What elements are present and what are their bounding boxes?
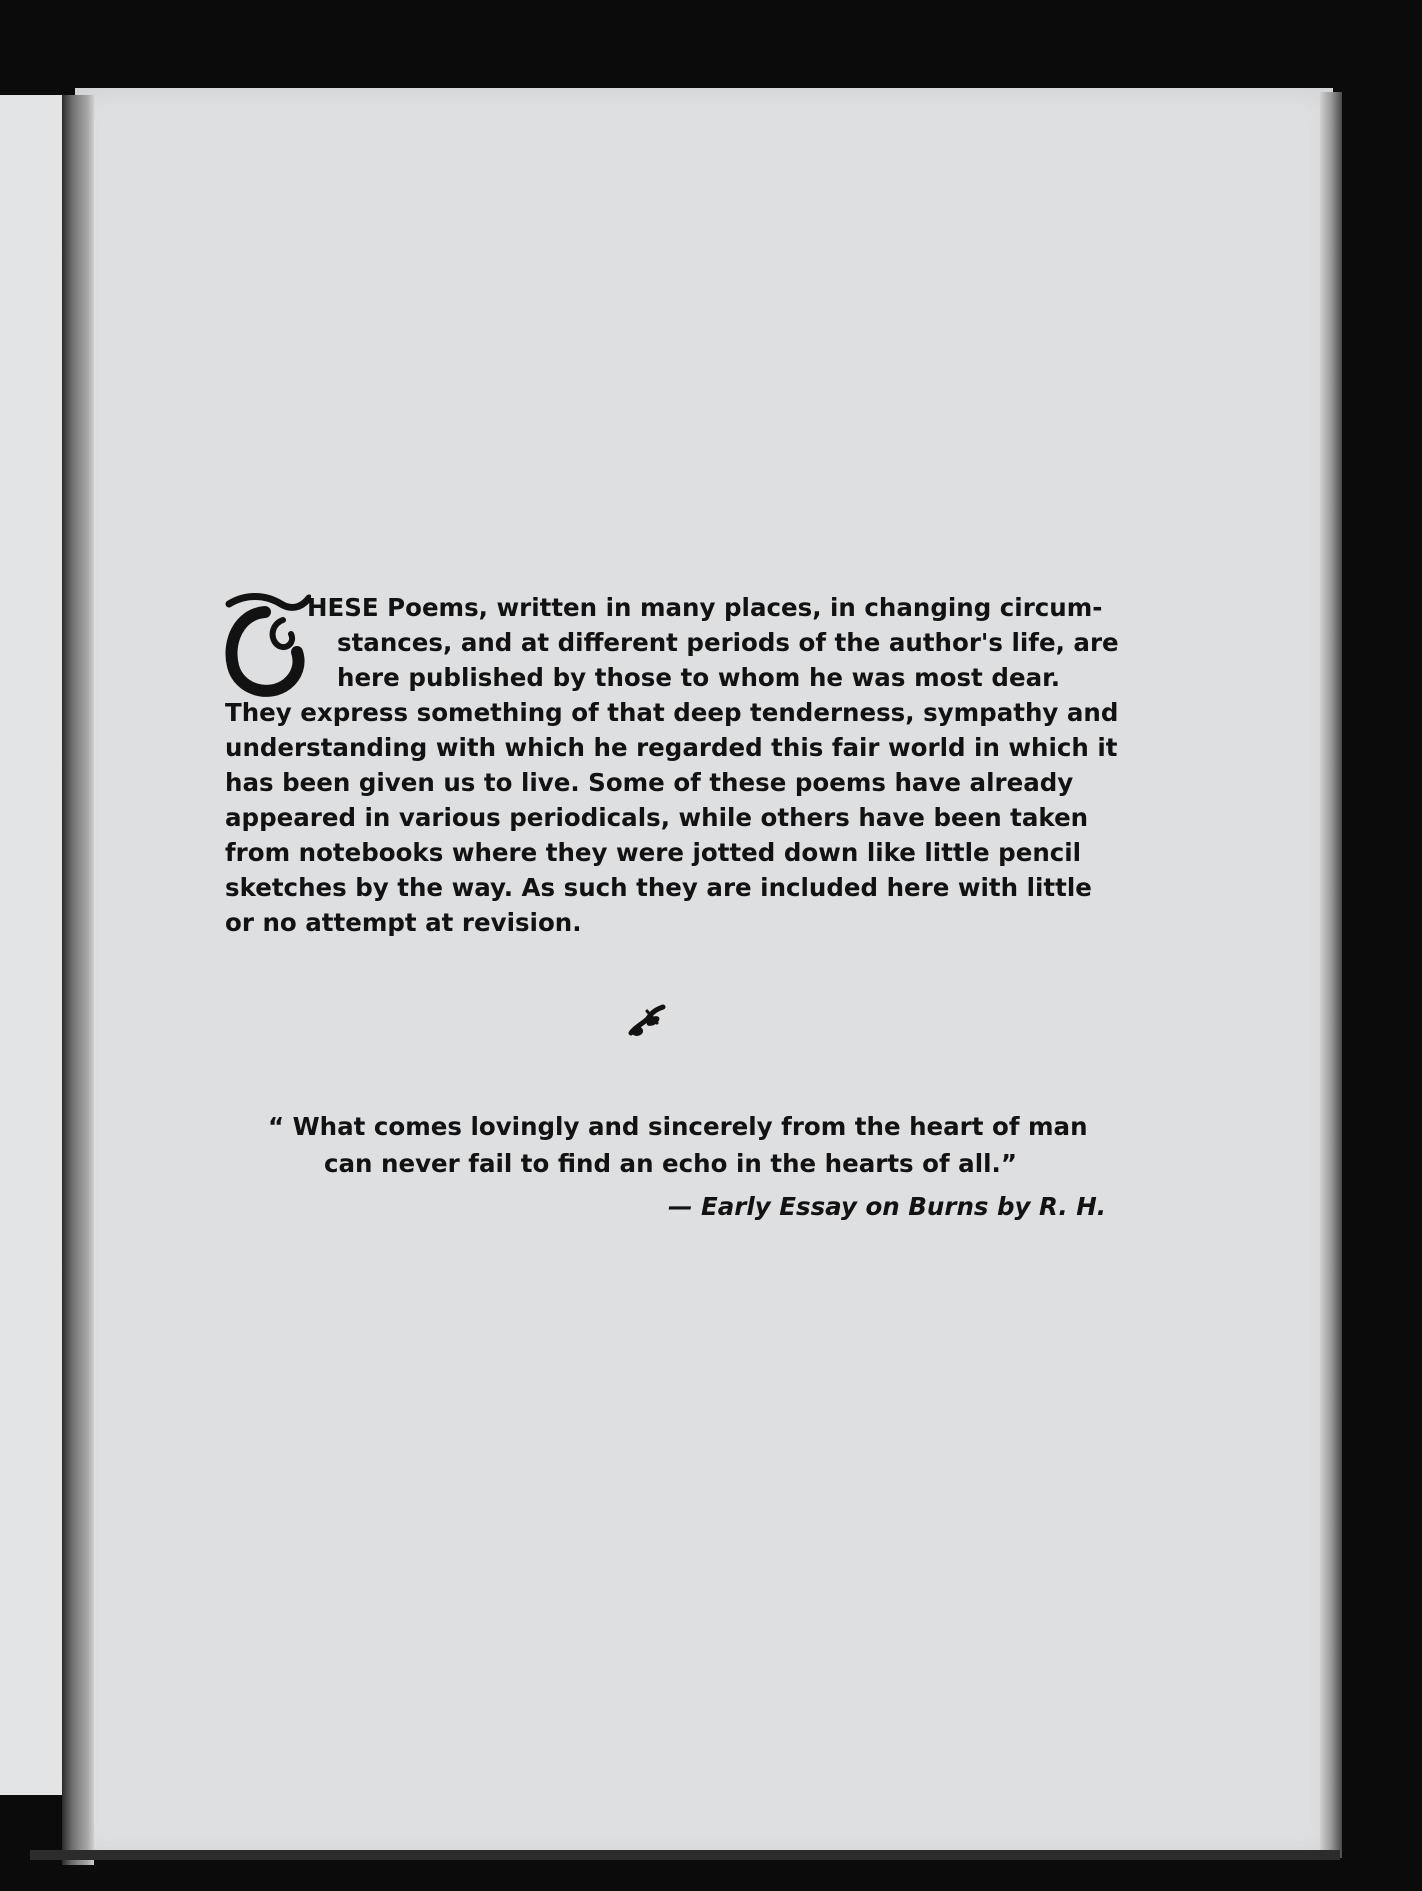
intro-line: understanding with which he regarded this fair world in which it [225, 733, 1118, 762]
quote-line: “ What comes lovingly and sincerely from the heart of man [268, 1112, 1088, 1141]
intro-line: appeared in various periodicals, while others have been taken [225, 803, 1089, 832]
quote-attribution: — Early Essay on Burns by R. H. [668, 1192, 1107, 1221]
intro-line: or no attempt at revision. [225, 908, 582, 937]
intro-line: has been given us to live. Some of these poems have already [225, 768, 1074, 797]
intro-paragraph [225, 590, 1119, 940]
book-gutter [62, 95, 94, 1865]
drop-cap-t-icon [225, 590, 311, 698]
intro-line: from notebooks where they were jotted down like little pencil [225, 838, 1082, 867]
dingbat-icon [627, 1003, 667, 1039]
page-fore-edge [1320, 92, 1342, 1858]
adjacent-page-edge [0, 95, 62, 1795]
book-page [75, 88, 1333, 1858]
intro-line: stances, and at different periods of the author's life, are [337, 628, 1119, 657]
intro-line: HESE Poems, written in many places, in changing circum- [307, 593, 1103, 622]
intro-line: They express something of that deep tenderness, sympathy and [225, 698, 1119, 727]
intro-line: sketches by the way. As such they are included here with little [225, 873, 1092, 902]
intro-line: here published by those to whom he was most dear. [337, 663, 1060, 692]
epigraph-quote [268, 1108, 1088, 1182]
page-bottom-edge [30, 1850, 1340, 1860]
drop-cap [225, 590, 311, 698]
quote-line: can never fail to find an echo in the hearts of all.” [324, 1149, 1017, 1178]
